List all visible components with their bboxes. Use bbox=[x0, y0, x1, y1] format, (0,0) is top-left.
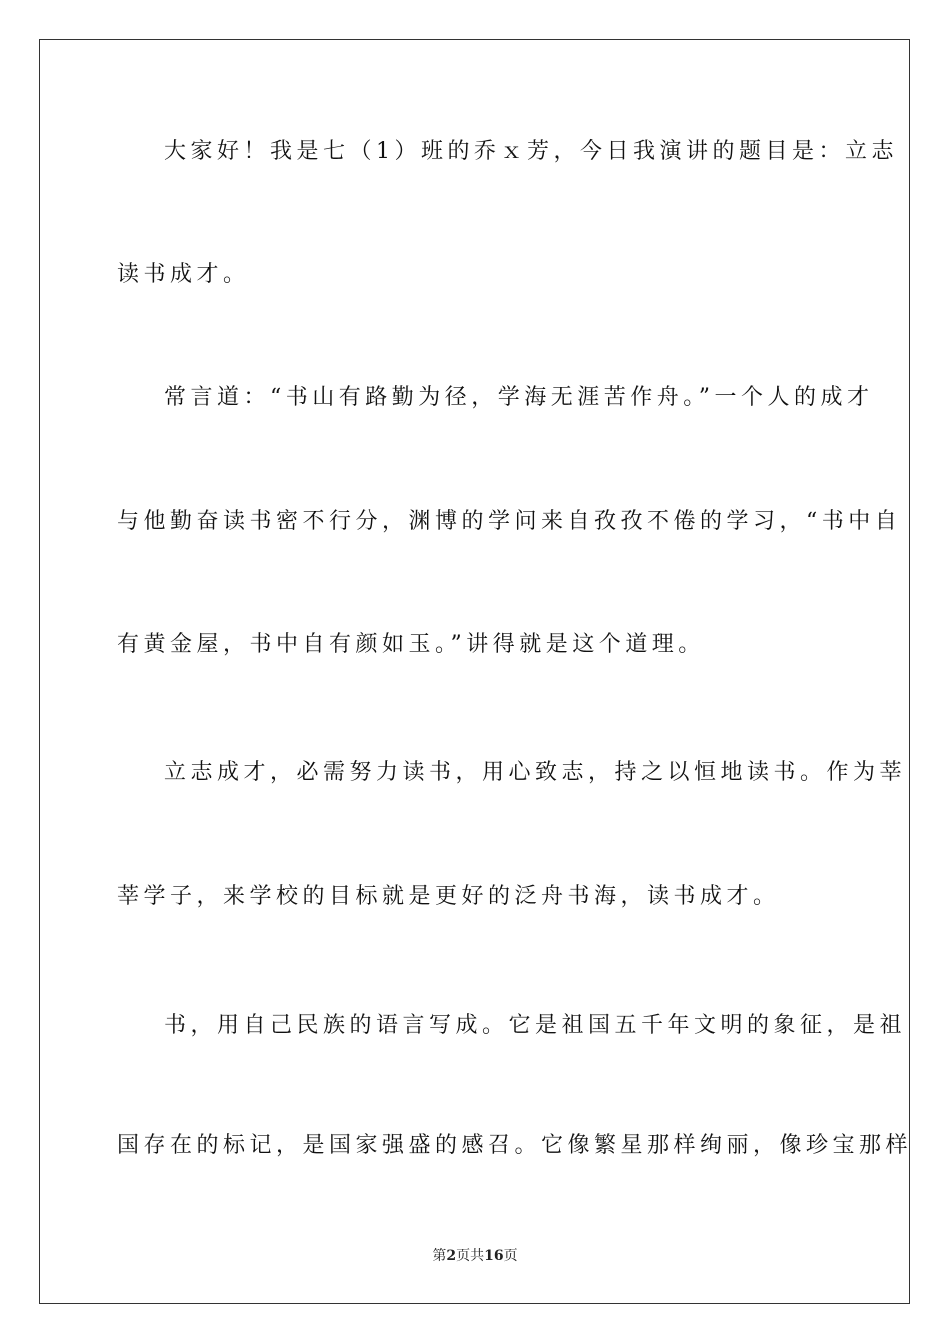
page-footer bbox=[0, 1246, 950, 1266]
paragraph-3-line-1: 立志成才，必需努力读书，用心致志，持之以恒地读书。作为莘 bbox=[164, 760, 907, 785]
total-prefix: 共 bbox=[470, 1248, 485, 1264]
total-pages: 16 bbox=[484, 1248, 504, 1264]
page-number: 2 bbox=[446, 1248, 457, 1264]
paragraph-2-line-2: 与他勤奋读书密不行分，渊博的学问来自孜孜不倦的学习，“书中自 bbox=[117, 509, 902, 534]
paragraph-2-line-3: 有黄金屋，书中自有颜如玉。”讲得就是这个道理。 bbox=[117, 632, 705, 657]
paragraph-4-line-2: 国存在的标记，是国家强盛的感召。它像繁星那样绚丽，像珍宝那样 bbox=[117, 1133, 913, 1158]
paragraph-1-line-2: 读书成才。 bbox=[117, 262, 250, 287]
total-suffix: 页 bbox=[503, 1248, 518, 1264]
page-prefix: 第 bbox=[432, 1248, 447, 1264]
page-suffix: 页 bbox=[456, 1248, 471, 1264]
paragraph-1-line-1: 大家好！我是七（1）班的乔ｘ芳，今日我演讲的题目是：立志 bbox=[164, 139, 898, 164]
page-border bbox=[39, 39, 913, 1304]
paragraph-4-line-1: 书，用自己民族的语言写成。它是祖国五千年文明的象征，是祖 bbox=[164, 1013, 907, 1038]
paragraph-2-line-1: 常言道：“书山有路勤为径，学海无涯苦作舟。”一个人的成才 bbox=[164, 385, 874, 410]
paragraph-3-line-2: 莘学子，来学校的目标就是更好的泛舟书海，读书成才。 bbox=[117, 884, 780, 909]
